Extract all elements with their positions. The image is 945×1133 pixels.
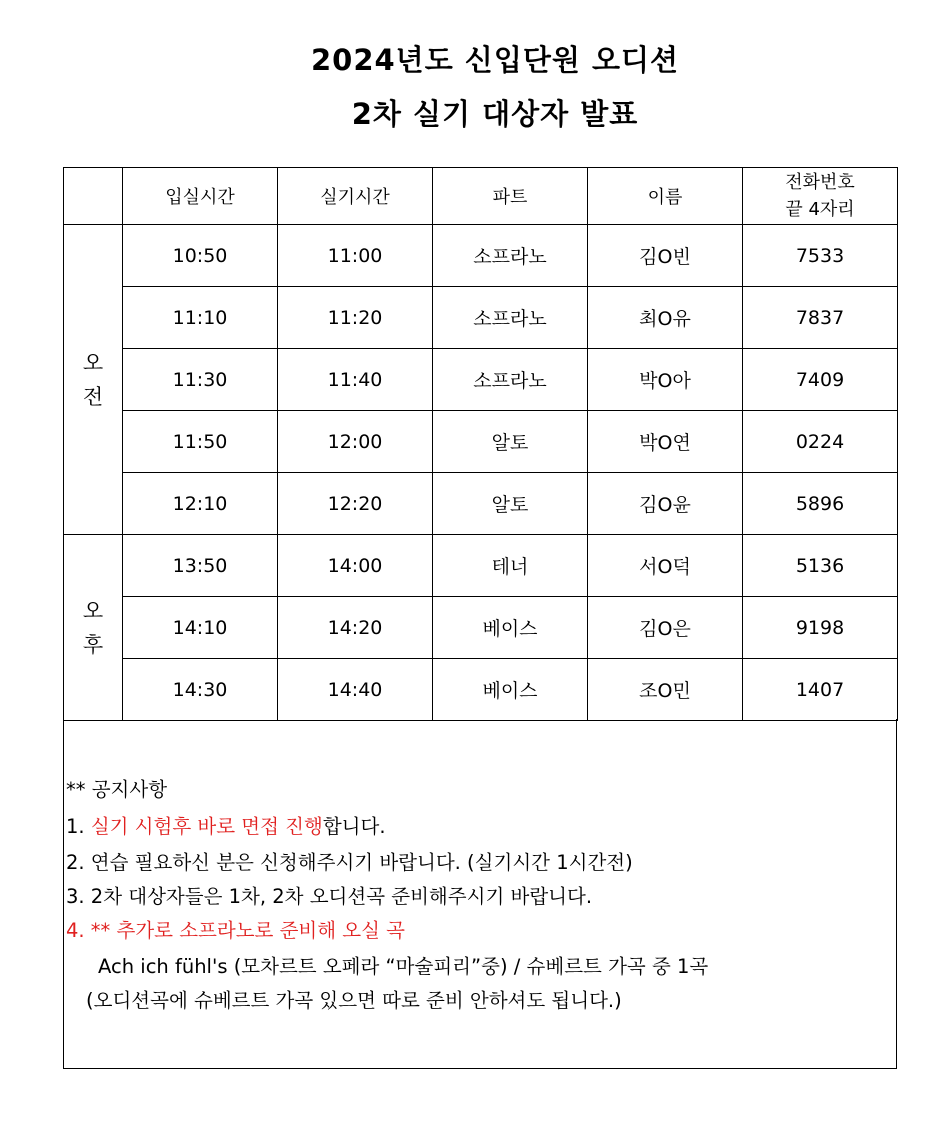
table-row [64, 225, 898, 287]
period-afternoon-char1: 오 [82, 598, 104, 623]
entry-time-cell: 14:30 [123, 659, 278, 721]
header-phone-line2: 끝 4자리 [785, 199, 855, 220]
entry-time-cell: 10:50 [123, 225, 278, 287]
phone-cell: 5896 [743, 473, 898, 535]
table-header-row [64, 168, 898, 225]
table-row [64, 411, 898, 473]
part-cell: 소프라노 [433, 349, 588, 411]
period-afternoon-char2: 후 [82, 632, 104, 657]
name-cell: 박O연 [588, 411, 743, 473]
phone-cell: 7409 [743, 349, 898, 411]
name-cell: 조O민 [588, 659, 743, 721]
page-title: 2024년도 신입단원 오디션 [310, 43, 680, 77]
table-row [64, 473, 898, 535]
entry-time-cell: 13:50 [123, 535, 278, 597]
name-cell: 서O덕 [588, 535, 743, 597]
practical-time-cell: 14:00 [278, 535, 433, 597]
table-row [64, 659, 898, 721]
part-cell: 알토 [433, 473, 588, 535]
name-cell: 최O유 [588, 287, 743, 349]
part-cell: 알토 [433, 411, 588, 473]
table-row [64, 287, 898, 349]
header-phone [743, 168, 898, 225]
part-cell: 소프라노 [433, 287, 588, 349]
phone-cell: 1407 [743, 659, 898, 721]
header-entry-time: 입실시간 [123, 168, 278, 225]
name-cell: 김O은 [588, 597, 743, 659]
notice-heading: ** 공지사항 [66, 778, 168, 801]
page-subtitle: 2차 실기 대상자 발표 [351, 97, 639, 131]
entry-time-cell: 12:10 [123, 473, 278, 535]
table-row [64, 597, 898, 659]
header-part: 파트 [433, 168, 588, 225]
notice-item-1-suffix: 합니다. [322, 815, 386, 838]
period-morning-char2: 전 [82, 384, 104, 409]
notice-box [63, 719, 897, 1069]
phone-cell: 5136 [743, 535, 898, 597]
entry-time-cell: 11:10 [123, 287, 278, 349]
phone-cell: 7837 [743, 287, 898, 349]
name-cell: 김O윤 [588, 473, 743, 535]
notice-item-4-note: (오디션곡에 슈베르트 가곡 있으면 따로 준비 안하셔도 됩니다.) [86, 989, 622, 1012]
name-cell: 김O빈 [588, 225, 743, 287]
entry-time-cell: 11:30 [123, 349, 278, 411]
period-morning-char1: 오 [82, 350, 104, 375]
header-phone-line1: 전화번호 [785, 172, 855, 193]
notice-item-1-prefix: 1. [66, 815, 91, 838]
header-blank [64, 168, 123, 225]
practical-time-cell: 11:40 [278, 349, 433, 411]
notice-item-4: 4. ** 추가로 소프라노로 준비해 오실 곡 [66, 919, 406, 942]
name-cell: 박O아 [588, 349, 743, 411]
practical-time-cell: 14:40 [278, 659, 433, 721]
entry-time-cell: 14:10 [123, 597, 278, 659]
entry-time-cell: 11:50 [123, 411, 278, 473]
practical-time-cell: 11:00 [278, 225, 433, 287]
practical-time-cell: 12:00 [278, 411, 433, 473]
practical-time-cell: 14:20 [278, 597, 433, 659]
notice-item-3: 3. 2차 대상자들은 1차, 2차 오디션곡 준비해주시기 바랍니다. [66, 885, 593, 908]
part-cell: 소프라노 [433, 225, 588, 287]
period-morning [64, 225, 123, 535]
phone-cell: 9198 [743, 597, 898, 659]
part-cell: 베이스 [433, 659, 588, 721]
notice-item-1 [66, 811, 386, 839]
schedule-table [63, 167, 898, 721]
practical-time-cell: 12:20 [278, 473, 433, 535]
part-cell: 테너 [433, 535, 588, 597]
notice-item-1-highlight: 실기 시험후 바로 면접 진행 [90, 815, 323, 838]
part-cell: 베이스 [433, 597, 588, 659]
notice-item-4-detail: Ach ich fühl's (모차르트 오페라 “마술피리”중) / 슈베르트 가곡 중 1곡 [98, 955, 709, 978]
table-row [64, 535, 898, 597]
period-afternoon [64, 535, 123, 721]
phone-cell: 0224 [743, 411, 898, 473]
phone-cell: 7533 [743, 225, 898, 287]
header-name: 이름 [588, 168, 743, 225]
notice-item-2: 2. 연습 필요하신 분은 신청해주시기 바랍니다. (실기시간 1시간전) [66, 851, 633, 874]
header-practical-time: 실기시간 [278, 168, 433, 225]
table-row [64, 349, 898, 411]
practical-time-cell: 11:20 [278, 287, 433, 349]
